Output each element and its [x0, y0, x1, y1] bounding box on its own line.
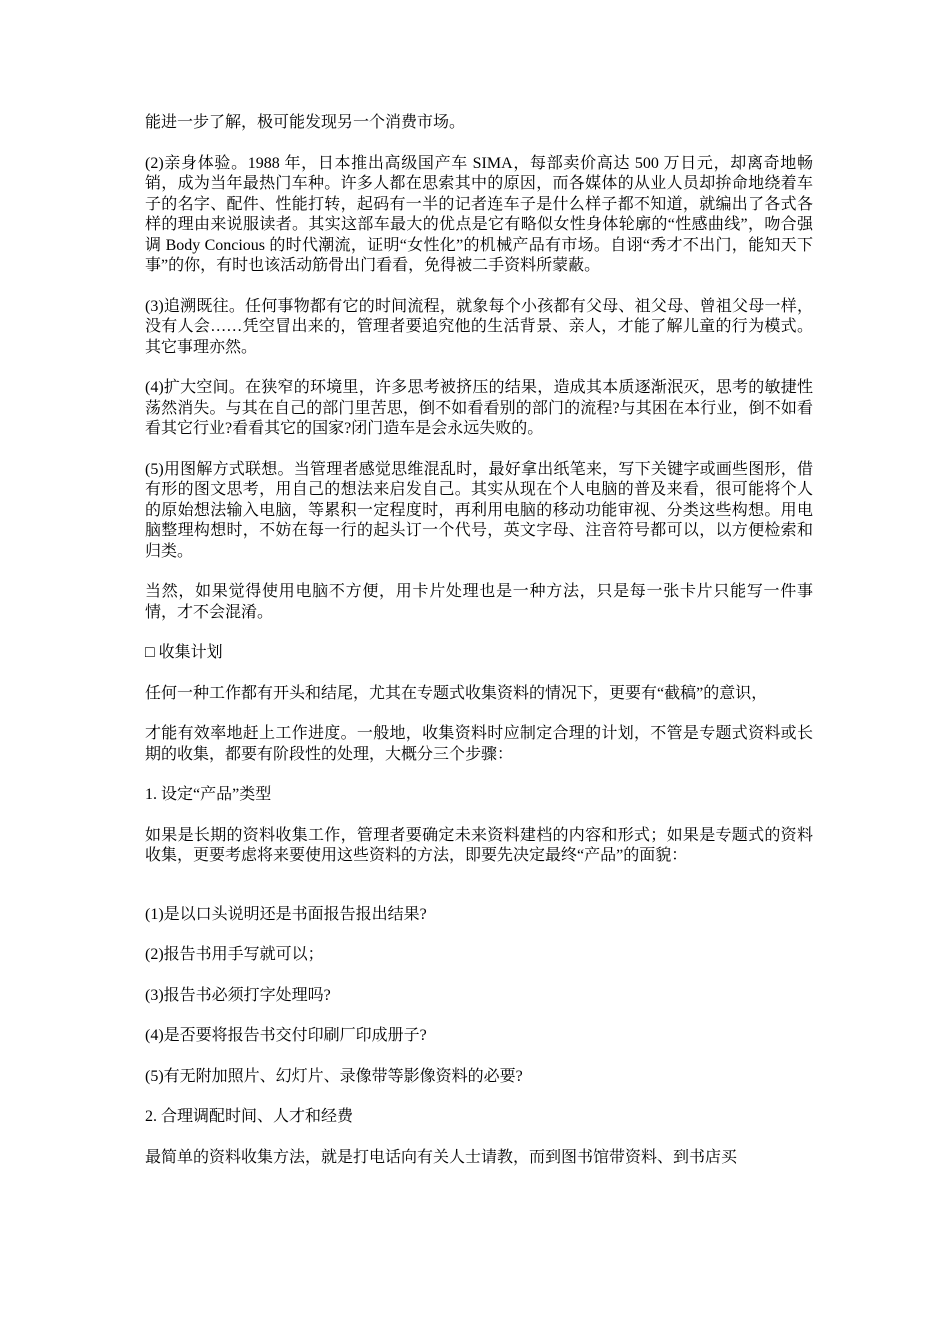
- paragraph: 才能有效率地赶上工作进度。一般地，收集资料时应制定合理的计划，不管是专题式资料或长期的收集，都要有阶段性的处理，大概分三个步骤：: [145, 725, 813, 763]
- paragraph: (4)扩大空间。在狭窄的环境里，许多思考被挤压的结果，造成其本质逐渐泯灭，思考的敏捷性荡然消失。与其在自己的部门里苦思，倒不如看看别的部门的流程?与其困在本行业，倒不如看看其它行业?看看其它的国家?闭门造车是会永远失败的。: [145, 379, 813, 437]
- paragraph: (5)用图解方式联想。当管理者感觉思维混乱时，最好拿出纸笔来，写下关键字或画些图形，借有形的图文思考，用自己的想法来启发自己。其实从现在个人电脑的普及来看，很可能将个人的原始想法输入电脑，等累积一定程度时，再利用电脑的移动功能审视、分类这些构想。用电脑整理构想时，不妨在每一行的起头订一个代号，英文字母、注音符号都可以，以方便检索和归类。: [145, 460, 813, 560]
- list-item: (3)报告书必须打字处理吗?: [145, 986, 331, 1004]
- section-heading: □ 收集计划: [145, 644, 223, 661]
- subsection-heading: 1. 设定“产品”类型: [145, 786, 272, 803]
- paragraph: 最简单的资料收集方法，就是打电话向有关人士请教，而到图书馆带资料、到书店买: [145, 1148, 738, 1166]
- list-item: (2)报告书用手写就可以；: [145, 946, 324, 963]
- paragraph: (3)追溯既往。任何事物都有它的时间流程，就象每个小孩都有父母、祖父母、曾祖父母一样，没有人会……凭空冒出来的，管理者要追究他的生活背景、亲人，才能了解儿童的行为模式。其它事理亦然。: [145, 297, 813, 356]
- document-body: [145, 113, 813, 1188]
- paragraph: 当然，如果觉得使用电脑不方便，用卡片处理也是一种方法，只是每一张卡片只能写一件事情，才不会混淆。: [145, 583, 813, 621]
- list-item: (5)有无附加照片、幻灯片、录像带等影像资料的必要?: [145, 1067, 523, 1085]
- paragraph: 任何一种工作都有开头和结尾，尤其在专题式收集资料的情况下，更要有“截稿”的意识，: [145, 684, 768, 702]
- subsection-heading: 2. 合理调配时间、人才和经费: [145, 1108, 354, 1125]
- paragraph: 能进一步了解，极可能发现另一个消费市场。: [145, 114, 466, 131]
- list-item: (1)是以口头说明还是书面报告报出结果?: [145, 905, 427, 923]
- list-item: (4)是否要将报告书交付印刷厂印成册子?: [145, 1027, 427, 1044]
- paragraph: 如果是长期的资料收集工作，管理者要确定未来资料建档的内容和形式；如果是专题式的资料收集，更要考虑将来要使用这些资料的方法，即要先决定最终“产品”的面貌：: [145, 826, 813, 864]
- paragraph: (2)亲身体验。1988 年，日本推出高级国产车 SIMA，每部卖价高达 500 万日元，却离奇地畅销，成为当年最热门车种。许多人都在思索其中的原因，而各媒体的从业人员却拚命地绕着车子的名字、配件、性能打转，起码有一半的记者连车子是什么样子都不知道，就编出了各式各样的理由来说服读者。其实这部车最大的优点是它有略似女性身体轮廓的“性感曲线”，吻合强调 Body Concious 的时代潮流，证明“女性化”的机械产品有市场。自诩“秀才不出门，能知天下事”的你，有时也该活动筋骨出门看看，免得被二手资料所蒙蔽。: [145, 154, 813, 274]
